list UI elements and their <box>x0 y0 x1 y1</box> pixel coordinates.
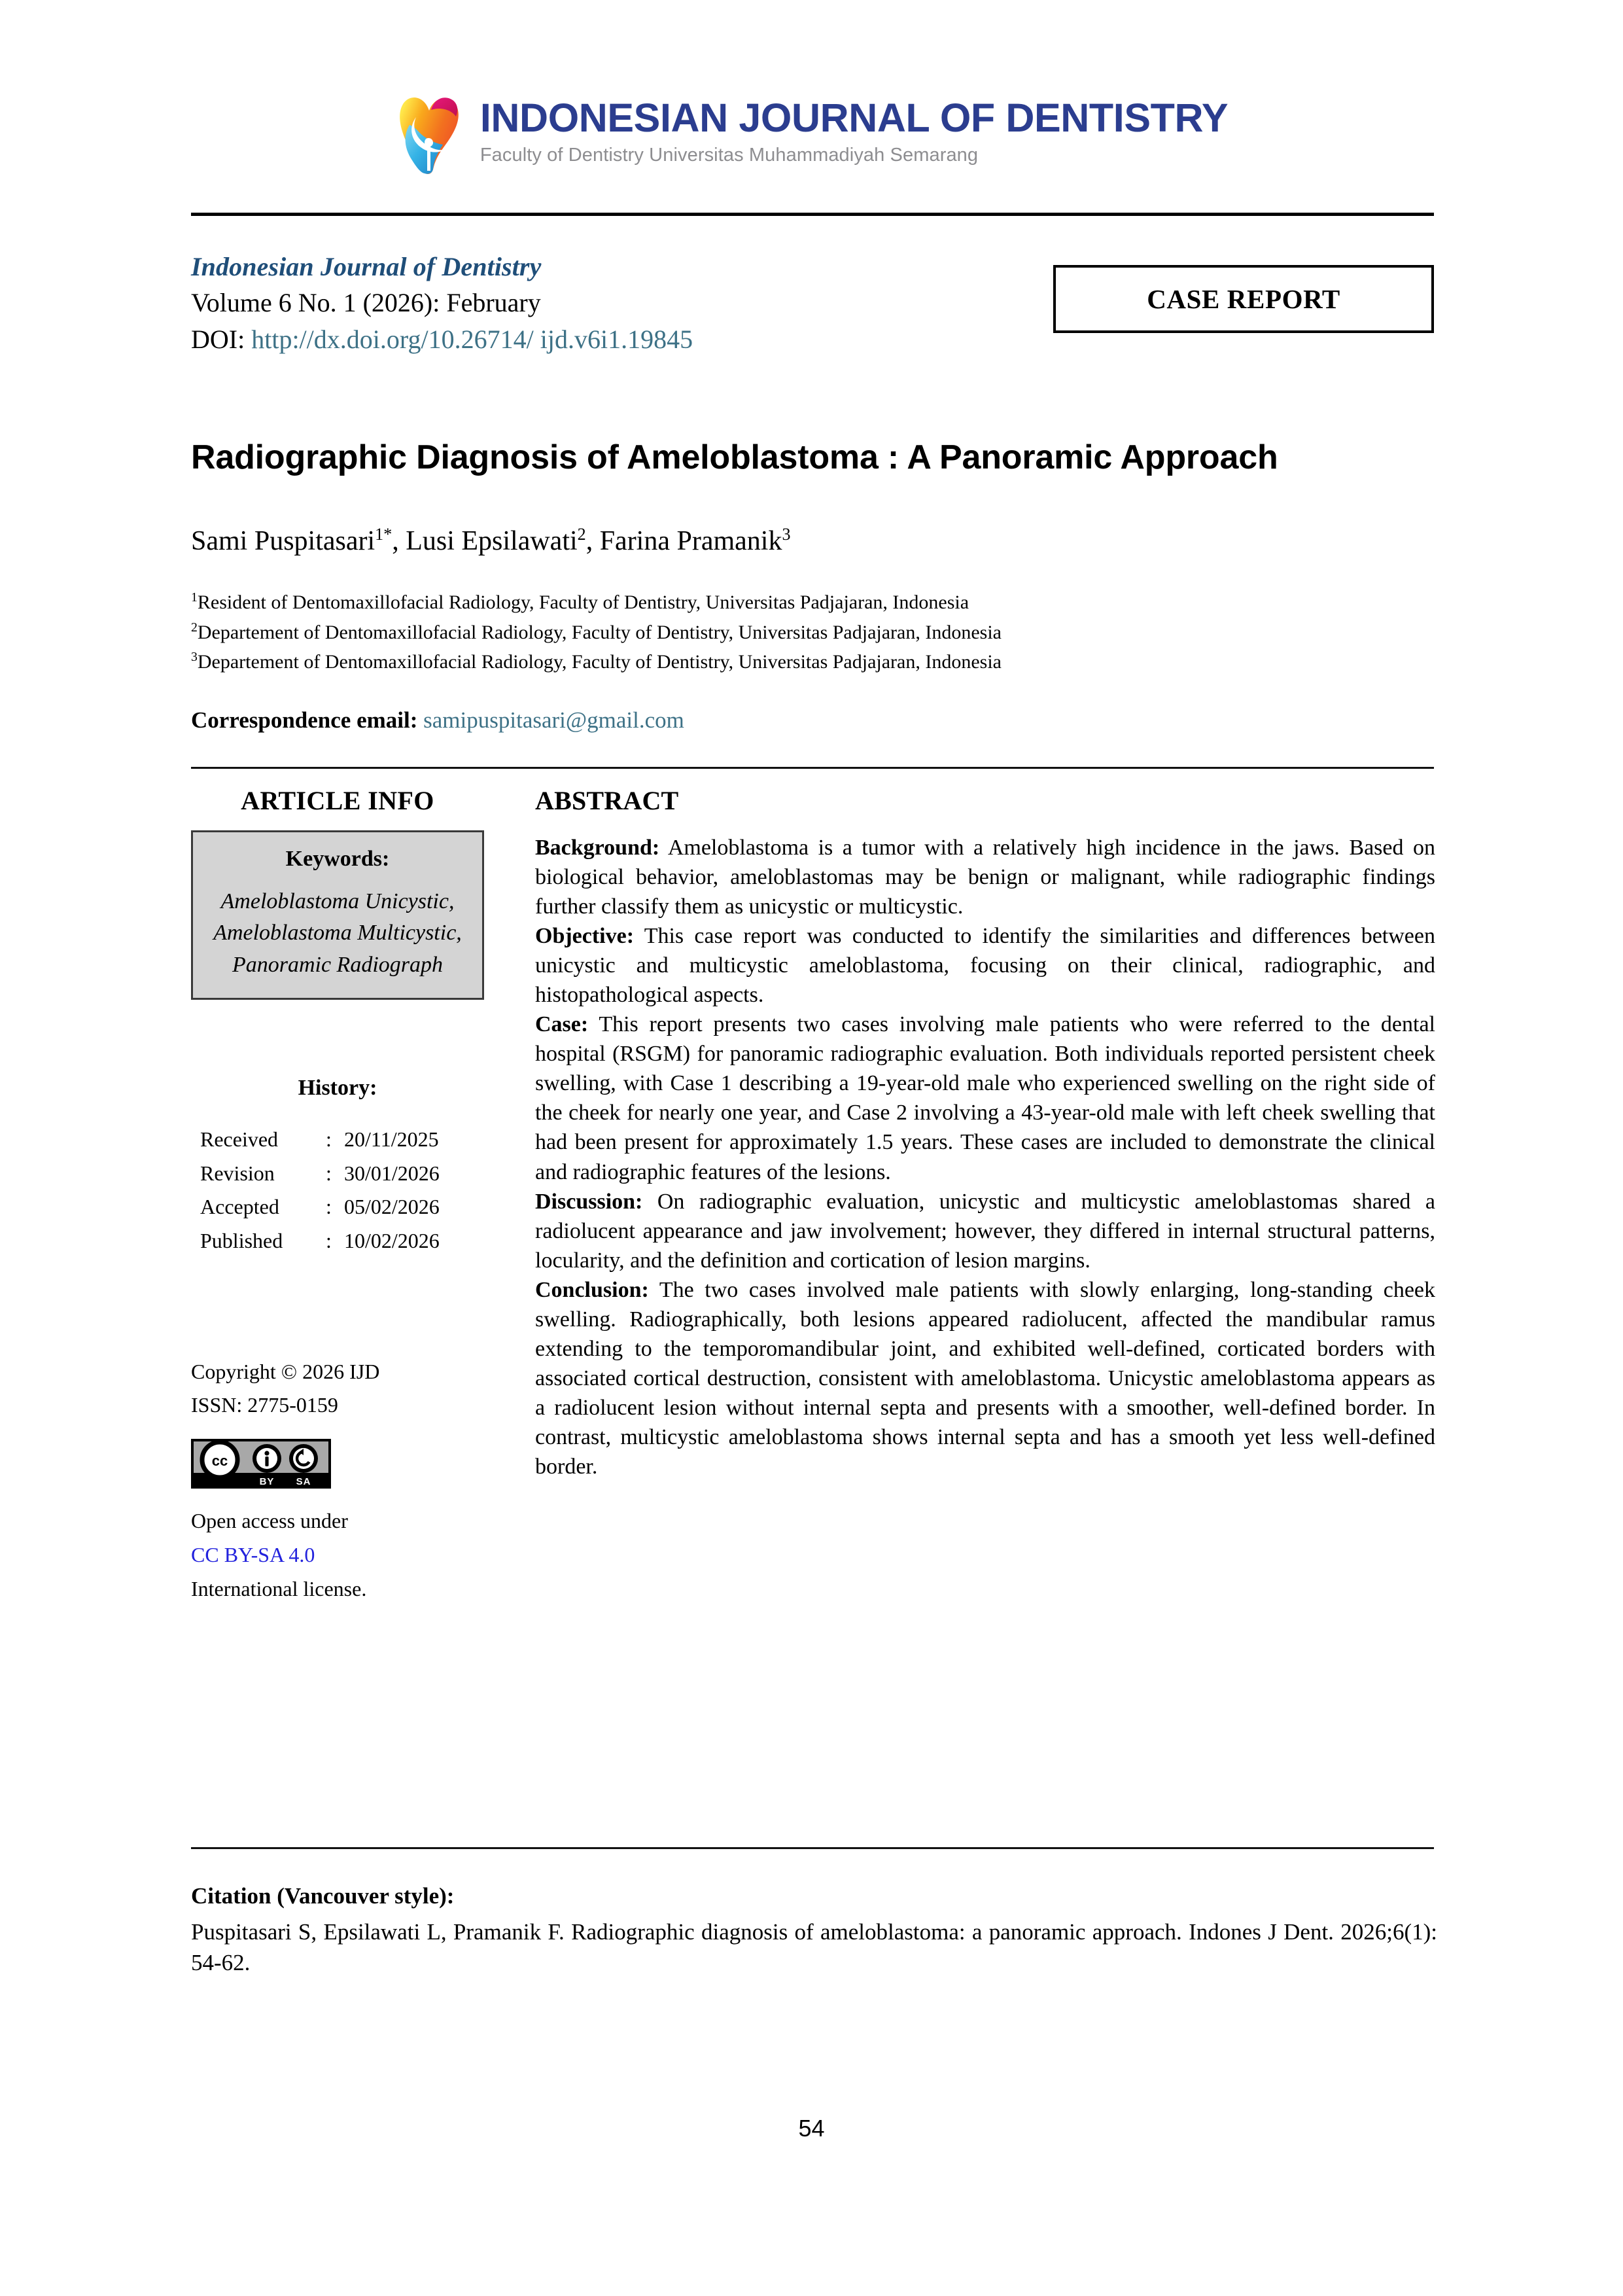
journal-faculty: Faculty of Dentistry Universitas Muhammadiyah Semarang <box>480 144 979 166</box>
author-1: Sami Puspitasari$^{1*}$ <box>191 525 393 556</box>
doi-link[interactable]: http://dx.doi.org/10.26714/ ijd.v6i1.19845 <box>251 324 693 354</box>
license-suffix: International license. <box>191 1577 367 1601</box>
abstract-section-text: The two cases involved male patients with slowly enlarging, long-standing cheek swelling. Radiographically, both lesions appeared radiolucent, affected the mandibular ramus extending to the temporomandibular joint, and exhibited well-defined, corticated borders with associated cortical destruction, consistent with ameloblastoma. Unicystic ameloblastoma appears as a radiolucent lesion without internal septa and presents with a smoother, well-defined border. In contrast, multicystic ameloblastoma shows internal septa and has a smooth yet less well-defined border. <box>535 1277 1435 1479</box>
issue-journal-title: Indonesian Journal of Dentistry <box>191 252 542 281</box>
abstract-section <box>535 833 1435 921</box>
abstract-top-divider <box>191 767 1434 769</box>
open-access-line: Open access under <box>191 1509 348 1533</box>
history-section <box>191 1076 484 1258</box>
citation-top-divider <box>191 1847 1434 1849</box>
page-title: Radiographic Diagnosis of Ameloblastoma : A Panoramic Approach <box>191 438 1278 476</box>
masthead-divider <box>191 213 1434 216</box>
affiliation-text: Departement of Dentomaxillofacial Radiology, Faculty of Dentistry, Universitas Padjajaran, Indonesia <box>197 651 1002 673</box>
history-label: History: <box>298 1075 377 1100</box>
tooth-heart-logo-icon <box>395 88 463 175</box>
history-value: 20/11/2025 <box>344 1127 439 1151</box>
history-key: Revision <box>200 1161 275 1185</box>
article-type-label: CASE REPORT <box>1147 284 1340 314</box>
history-value: 10/02/2026 <box>344 1229 440 1253</box>
history-row <box>191 1157 484 1191</box>
history-row <box>191 1123 484 1157</box>
page-number: 54 <box>798 2115 825 2142</box>
keywords-box <box>191 830 484 1000</box>
issn-line: ISSN: 2775-0159 <box>191 1393 338 1417</box>
journal-masthead <box>0 77 1623 185</box>
article-info-column <box>191 785 484 1606</box>
citation-heading: Citation (Vancouver style): <box>191 1883 455 1909</box>
history-key: Received <box>200 1127 279 1151</box>
author-2: Lusi Epsilawati$^2$ <box>406 525 586 556</box>
affiliation-item <box>191 647 1437 677</box>
copyright-line: Copyright © 2026 IJD <box>191 1360 380 1384</box>
affiliation-marker: 3 <box>191 650 198 665</box>
abstract-section <box>535 1275 1435 1481</box>
author-3-marker: 3 <box>782 525 791 544</box>
history-key: Accepted <box>200 1195 279 1219</box>
history-value: 05/02/2026 <box>344 1195 440 1219</box>
doi-label: DOI: <box>191 324 252 354</box>
issue-volume: Volume 6 No. 1 (2026): February <box>191 288 541 318</box>
abstract-body <box>535 833 1435 1481</box>
history-row <box>191 1190 484 1224</box>
abstract-section <box>535 1187 1435 1275</box>
cc-by-sa-badge-icon[interactable] <box>191 1439 331 1489</box>
abstract-section-label: Conclusion: <box>535 1277 649 1302</box>
article-info-heading: ARTICLE INFO <box>241 786 434 815</box>
affiliation-list <box>191 588 1437 677</box>
abstract-section-text: Ameloblastoma is a tumor with a relatively high incidence in the jaws. Based on biological behavior, ameloblastomas may be benign or malignant, while radiographic findings further classify them as unicystic or multicystic. <box>535 836 1435 919</box>
author-list: Sami Puspitasari$^{1*}$, Lusi Epsilawati$^2$, Farina Pramanik$^3$ <box>191 525 791 556</box>
affiliation-marker: 1 <box>191 590 198 605</box>
journal-name: INDONESIAN JOURNAL OF DENTISTRY <box>480 95 1229 140</box>
article-type-badge <box>1053 265 1434 333</box>
history-separator: : <box>326 1127 332 1151</box>
issue-info <box>191 250 963 357</box>
svg-text:SA: SA <box>296 1476 311 1488</box>
citation-block <box>191 1883 1437 1979</box>
affiliation-item <box>191 618 1437 648</box>
history-separator: : <box>326 1161 332 1185</box>
correspondence <box>191 705 1437 735</box>
abstract-section-label: Background: <box>535 836 660 860</box>
history-row <box>191 1224 484 1258</box>
abstract-section-label: Discussion: <box>535 1189 643 1214</box>
author-3: Farina Pramanik$^3$ <box>599 525 791 556</box>
history-separator: : <box>326 1195 332 1219</box>
correspondence-email-link[interactable]: samipuspitasari@gmail.com <box>423 707 684 733</box>
history-value: 30/01/2026 <box>344 1161 440 1185</box>
abstract-section-label: Objective: <box>535 924 635 949</box>
abstract-section-text: This case report was conducted to identify the similarities and differences between unicystic and multicystic ameloblastoma, focusing on their clinical, radiographic, and histopathological aspects. <box>535 924 1435 1008</box>
abstract-heading: ABSTRACT <box>535 786 679 815</box>
keywords-label: Keywords: <box>285 847 390 871</box>
license-block <box>191 1504 484 1606</box>
svg-text:cc: cc <box>211 1453 228 1470</box>
copyright-section <box>191 1355 484 1606</box>
correspondence-label: Correspondence email: <box>191 707 424 733</box>
affiliation-item <box>191 588 1437 618</box>
author-1-marker: 1* <box>375 525 393 544</box>
abstract-section-label: Case: <box>535 1012 589 1037</box>
citation-text: Puspitasari S, Epsilawati L, Pramanik F. Radiographic diagnosis of ameloblastoma: a panoramic approach. Indones J Dent. 2026;6(1): 54-62. <box>191 1919 1437 1975</box>
abstract-section <box>535 1010 1435 1186</box>
history-separator: : <box>326 1229 332 1253</box>
history-key: Published <box>200 1229 283 1253</box>
abstract-section-text: This report presents two cases involving male patients who were referred to the dental hospital (RSGM) for panoramic radiographic evaluation. Both individuals reported persistent cheek swelling, with Case 1 describing a 19-year-old male who experienced swelling on the right side of the cheek for nearly one year, and Case 2 involving a 43-year-old male with left cheek swelling that had been present for approximately 1.5 years. These cases are included to demonstrate the clinical and radiographic features of the lesions. <box>535 1012 1435 1184</box>
svg-text:BY: BY <box>259 1476 275 1488</box>
abstract-section <box>535 921 1435 1010</box>
keywords-list: Ameloblastoma Unicystic, Ameloblastoma Multicystic, Panoramic Radiograph <box>213 889 462 977</box>
abstract-column <box>535 785 1435 1481</box>
affiliation-text: Resident of Dentomaxillofacial Radiology, Faculty of Dentistry, Universitas Padjajaran, Indonesia <box>197 592 969 613</box>
abstract-section-text: On radiographic evaluation, unicystic and multicystic ameloblastomas shared a radiolucent appearance and jaw involvement; however, they differed in internal structural patterns, locularity, and the definition and cortication of lesion margins. <box>535 1189 1435 1273</box>
author-2-marker: 2 <box>577 525 586 544</box>
doi-line <box>191 323 963 357</box>
affiliation-text: Departement of Dentomaxillofacial Radiology, Faculty of Dentistry, Universitas Padjajaran, Indonesia <box>197 621 1002 643</box>
license-link[interactable]: CC BY-SA 4.0 <box>191 1543 315 1567</box>
affiliation-marker: 2 <box>191 620 198 635</box>
